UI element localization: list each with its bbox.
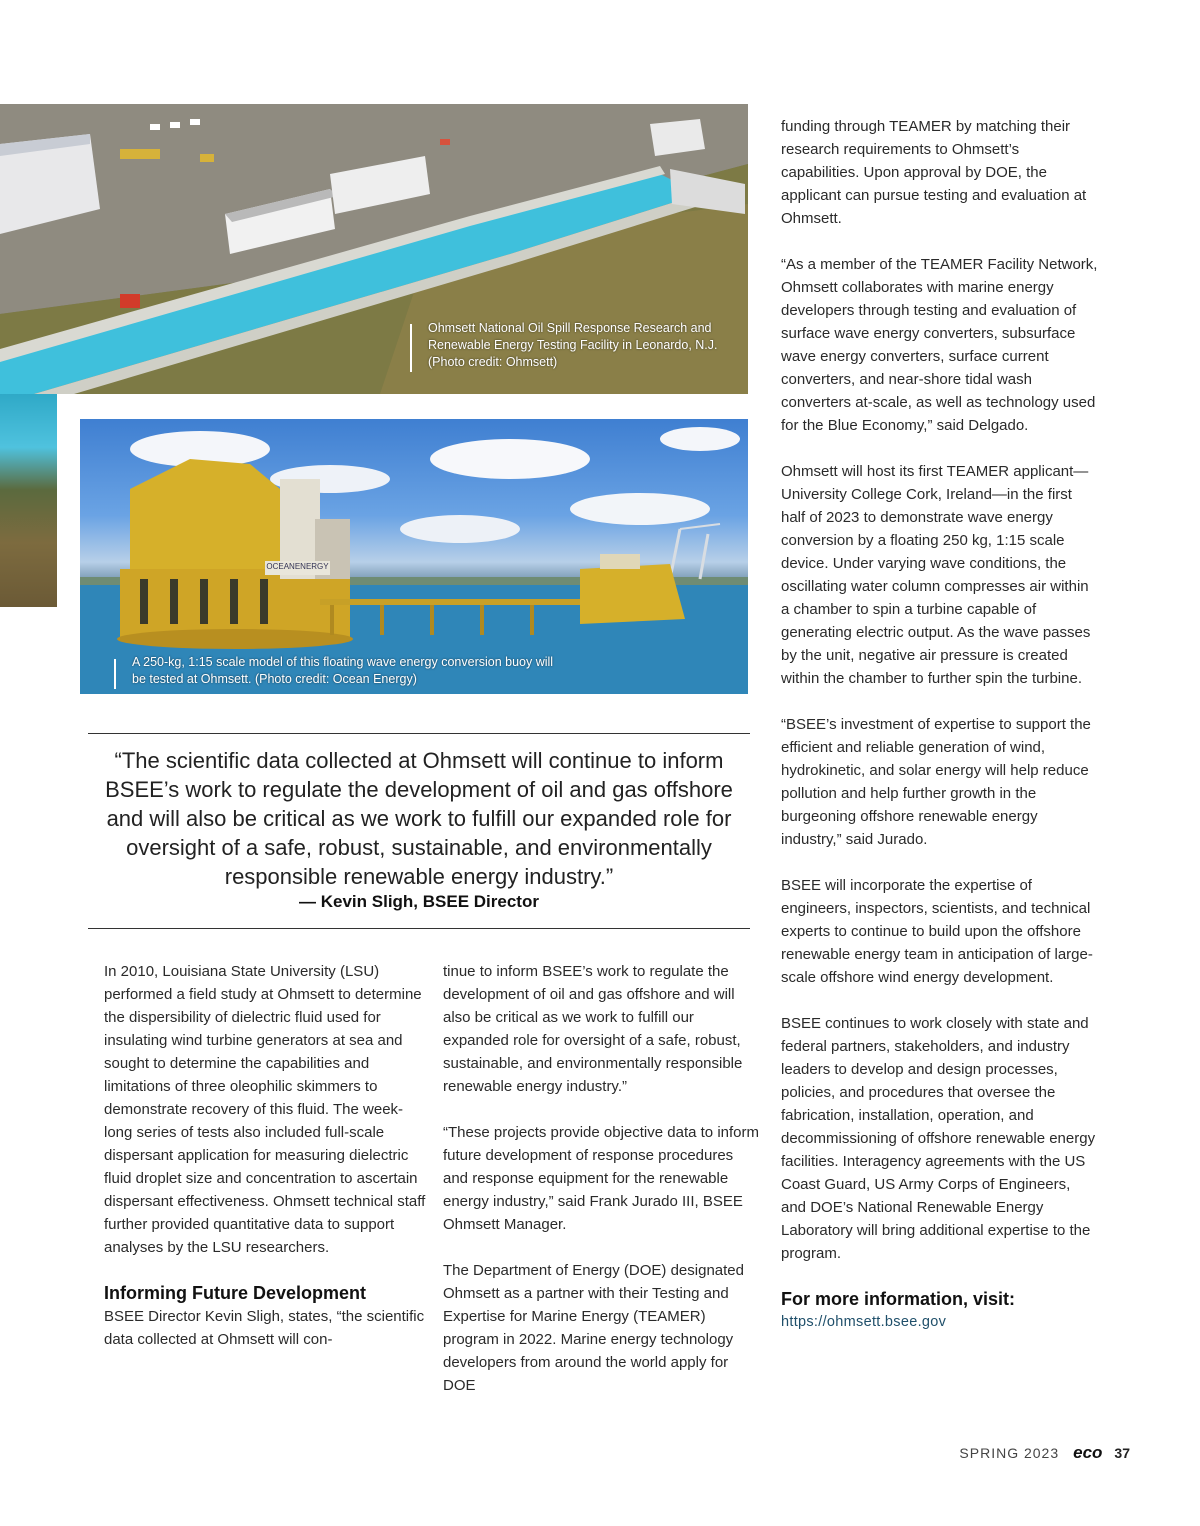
paragraph: In 2010, Louisiana State University (LSU) performed a field study at Ohmsett to determine the dispersibility of dielectric fluid used for insulating wind turbine generators at sea and sought to determine the capabilities and limitations of three oleophilic skimmers to demonstrate recovery of this fluid. The week-long series of tests also included full-scale dispersant application for measuring dielectric fluid droplet size and concentration to ascertain dispersant effectiveness. Ohmsett technical staff further provided quantitative data to support analyses by the LSU researchers. [104, 963, 426, 1256]
more-info-link[interactable]: https://ohmsett.bsee.gov [781, 1314, 947, 1330]
column-2 [443, 960, 761, 1397]
aerial-photo-caption: Ohmsett National Oil Spill Response Research and Renewable Energy Testing Facility in Leonardo, N.J. (Photo credit: Ohmsett) [428, 321, 718, 369]
pullquote-top-rule [88, 733, 750, 734]
wave-buoy-photo [80, 419, 748, 694]
pull-quote-attribution: — Kevin Sligh, BSEE Director [299, 892, 539, 911]
paragraph: BSEE Director Kevin Sligh, states, “the scientific data collected at Ohmsett will con- [104, 1308, 425, 1348]
page-number: 37 [1114, 1445, 1130, 1461]
issue-label: SPRING 2023 [959, 1445, 1060, 1461]
buoy-photo-caption: A 250-kg, 1:15 scale model of this floating wave energy conversion buoy will be tested at Ohmsett. (Photo credit: Ocean Energy) [132, 655, 554, 686]
paragraph: Ohmsett will host its first TEAMER applicant—University College Cork, Ireland—in the first half of 2023 to demonstrate wave energy conversion by a floating 250 kg, 1:15 scale device. Under varying wave conditions, the oscillating water column compresses air within a chamber to spin a turbine capable of generating electric output. As the wave passes by the unit, negative air pressure is created within the chamber to further spin the turbine. [781, 463, 1091, 687]
paragraph: The Department of Energy (DOE) designated Ohmsett as a partner with their Testing and Expertise for Marine Energy (TEAMER) program in 2022. Marine energy technology developers from around the world apply for DOE [443, 1262, 744, 1394]
paragraph: “As a member of the TEAMER Facility Network, Ohmsett collaborates with marine energy developers through testing and evaluation of surface wave energy converters, subsurface wave energy converters, surface current converters, and near-shore tidal wash converters at-scale, as well as technology used for the Blue Economy,” said Delgado. [781, 256, 1098, 434]
column-3 [781, 115, 1099, 1334]
paragraph: tinue to inform BSEE’s work to regulate the development of oil and gas offshore and will also be critical as we work to fulfill our expanded role for oversight of a safe, robust, sustainable, and environmentally responsible renewable energy industry.” [443, 963, 743, 1095]
paragraph: BSEE continues to work closely with state and federal partners, stakeholders, and industry leaders to develop and design processes, policies, and procedures that oversee the fabrication, installation, operation, and decommissioning of offshore renewable energy facilities. Interagency agreements with the US Coast Guard, US Army Corps of Engineers, and DOE’s National Renewable Energy Laboratory will bring additional expertise to the program. [781, 1015, 1096, 1262]
paragraph: funding through TEAMER by matching their research requirements to Ohmsett’s capabilities. Upon approval by DOE, the applicant can pursue testing and evaluation at Ohmsett. [781, 118, 1087, 227]
column-1 [104, 960, 426, 1351]
section-heading: Informing Future Development [104, 1283, 367, 1303]
pullquote-bottom-rule [88, 928, 750, 929]
caption-rule [114, 659, 116, 689]
page-footer [959, 1443, 1130, 1463]
facility-aerial-photo-edge [0, 394, 57, 607]
paragraph: BSEE will incorporate the expertise of engineers, inspectors, scientists, and technical experts to continue to build upon the offshore renewable energy team in anticipation of large-scale offshore wind energy development. [781, 877, 1093, 986]
more-info-heading: For more information, visit: [781, 1289, 1016, 1309]
paragraph: “BSEE’s investment of expertise to support the efficient and reliable generation of wind, hydrokinetic, and solar energy will help reduce pollution and help further growth in the burgeoning offshore renewable energy industry,” said Jurado. [781, 716, 1091, 848]
buoy-sign-text: OCEANENERGY [266, 562, 329, 571]
eco-logo: eco [1073, 1443, 1103, 1462]
wave-buoy-illustration [80, 419, 748, 694]
facility-aerial-photo [0, 104, 748, 394]
pull-quote: “The scientific data collected at Ohmsett will continue to inform BSEE’s work to regulate the development of oil and gas offshore and will also be critical as we work to fulfill our expanded role for oversight of a safe, robust, sustainable, and environmentally responsible renewable energy industry.” [105, 748, 733, 889]
paragraph: “These projects provide objective data to inform future development of response procedures and response equipment for the renewable energy industry,” said Frank Jurado III, BSEE Ohmsett Manager. [443, 1124, 759, 1233]
caption-rule [410, 324, 412, 372]
